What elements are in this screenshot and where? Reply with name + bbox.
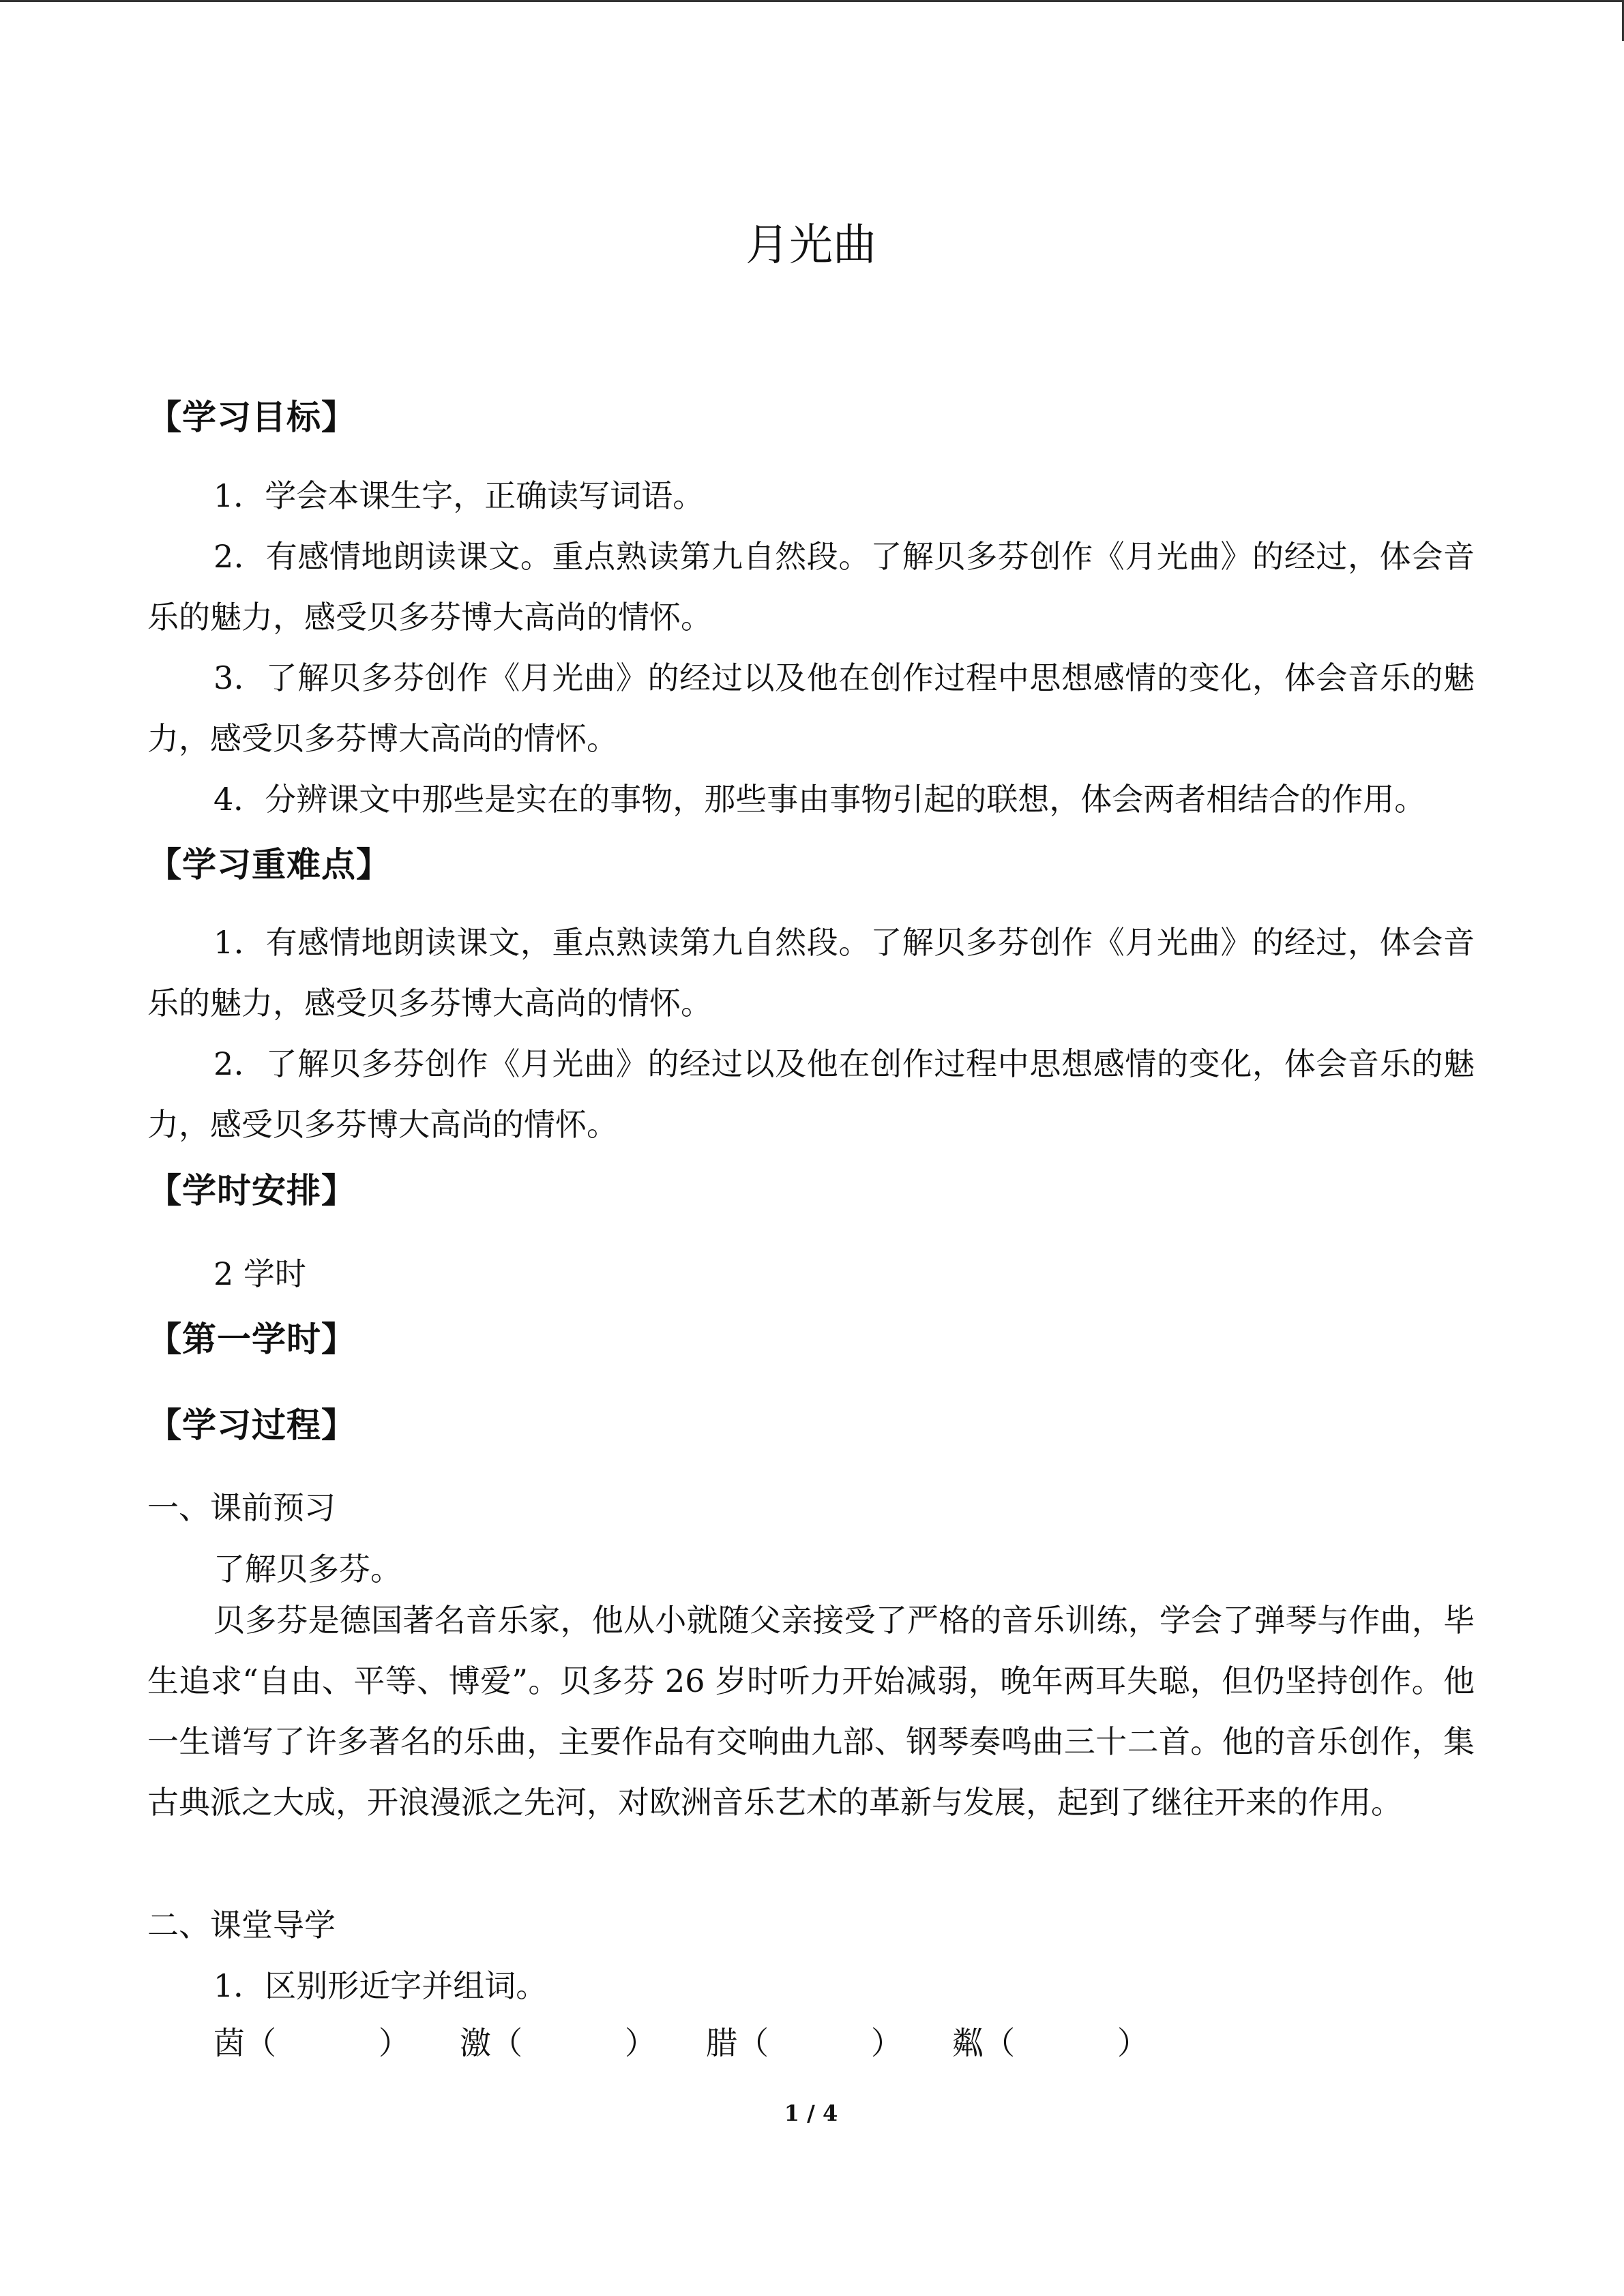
document-title: 月光曲 bbox=[745, 220, 876, 271]
part2-title: 二、课堂导学 bbox=[147, 1907, 336, 1943]
key-points-heading: 【学习重难点】 bbox=[147, 845, 391, 884]
page-top-border bbox=[0, 0, 1624, 2]
key-point-item-1: 1．有感情地朗读课文，重点熟读第九自然段。了解贝多芬创作《月光曲》的经过，体会音乐的魅力，感受贝多芬博大高尚的情怀。 bbox=[147, 924, 1475, 1022]
vocab-item bbox=[706, 2018, 952, 2063]
schedule-heading: 【学时安排】 bbox=[147, 1171, 356, 1210]
vocab-open-paren: （ bbox=[245, 2025, 276, 2061]
vocab-char: 激 bbox=[460, 2025, 491, 2061]
part1-intro: 了解贝多芬。 bbox=[213, 1551, 402, 1587]
first-period-heading: 【第一学时】 bbox=[147, 1320, 356, 1359]
vocab-close-paren: ） bbox=[379, 2025, 410, 2061]
vocab-item bbox=[952, 2018, 1198, 2063]
part1-text: 贝多芬是德国著名音乐家，他从小就随父亲接受了严格的音乐训练，学会了弹琴与作曲，毕生追求“自由、平等、博爱”。贝多芬 26 岁时听力开始减弱，晚年两耳失聪，但仍坚持创作。他一生谱写了许多著名的乐曲，主要作品有交响曲九部、钢琴奏鸣曲三十二首。他的音乐创作，集古典派之大成，开浪漫派之先河，对欧洲音乐艺术的革新与发展，起到了继往开来的作用。 bbox=[147, 1602, 1475, 1821]
vocab-item bbox=[460, 2018, 706, 2063]
vocab-open-paren: （ bbox=[737, 2025, 769, 2061]
vocab-close-paren: ） bbox=[625, 2025, 656, 2061]
page-number: 1 / 4 bbox=[784, 2100, 838, 2126]
process-heading: 【学习过程】 bbox=[147, 1405, 356, 1445]
vocab-char: 茵 bbox=[213, 2025, 245, 2061]
vocab-close-paren: ） bbox=[1117, 2025, 1149, 2061]
vocab-exercise-row bbox=[213, 2018, 1198, 2063]
part2-task: 1．区别形近字并组词。 bbox=[213, 1967, 548, 2004]
goals-heading: 【学习目标】 bbox=[147, 398, 356, 437]
goal-item-4: 4．分辨课文中那些是实在的事物，那些事由事物引起的联想，体会两者相结合的作用。 bbox=[213, 781, 1426, 818]
vocab-open-paren: （ bbox=[491, 2025, 522, 2061]
key-point-item-2: 2．了解贝多芬创作《月光曲》的经过以及他在创作过程中思想感情的变化，体会音乐的魅力，感受贝多芬博大高尚的情怀。 bbox=[147, 1045, 1475, 1143]
part1-title: 一、课前预习 bbox=[147, 1489, 336, 1526]
vocab-item bbox=[213, 2018, 460, 2063]
goal-item-3: 3．了解贝多芬创作《月光曲》的经过以及他在创作过程中思想感情的变化，体会音乐的魅力，感受贝多芬博大高尚的情怀。 bbox=[147, 659, 1475, 757]
goal-item-2: 2．有感情地朗读课文。重点熟读第九自然段。了解贝多芬创作《月光曲》的经过，体会音乐的魅力，感受贝多芬博大高尚的情怀。 bbox=[147, 538, 1475, 636]
vocab-char: 腊 bbox=[706, 2025, 737, 2061]
vocab-char: 粼 bbox=[952, 2025, 984, 2061]
goal-item-1: 1．学会本课生字，正确读写词语。 bbox=[213, 477, 705, 514]
schedule-text: 2 学时 bbox=[213, 1255, 306, 1292]
vocab-open-paren: （ bbox=[984, 2025, 1015, 2061]
vocab-close-paren: ） bbox=[871, 2025, 902, 2061]
